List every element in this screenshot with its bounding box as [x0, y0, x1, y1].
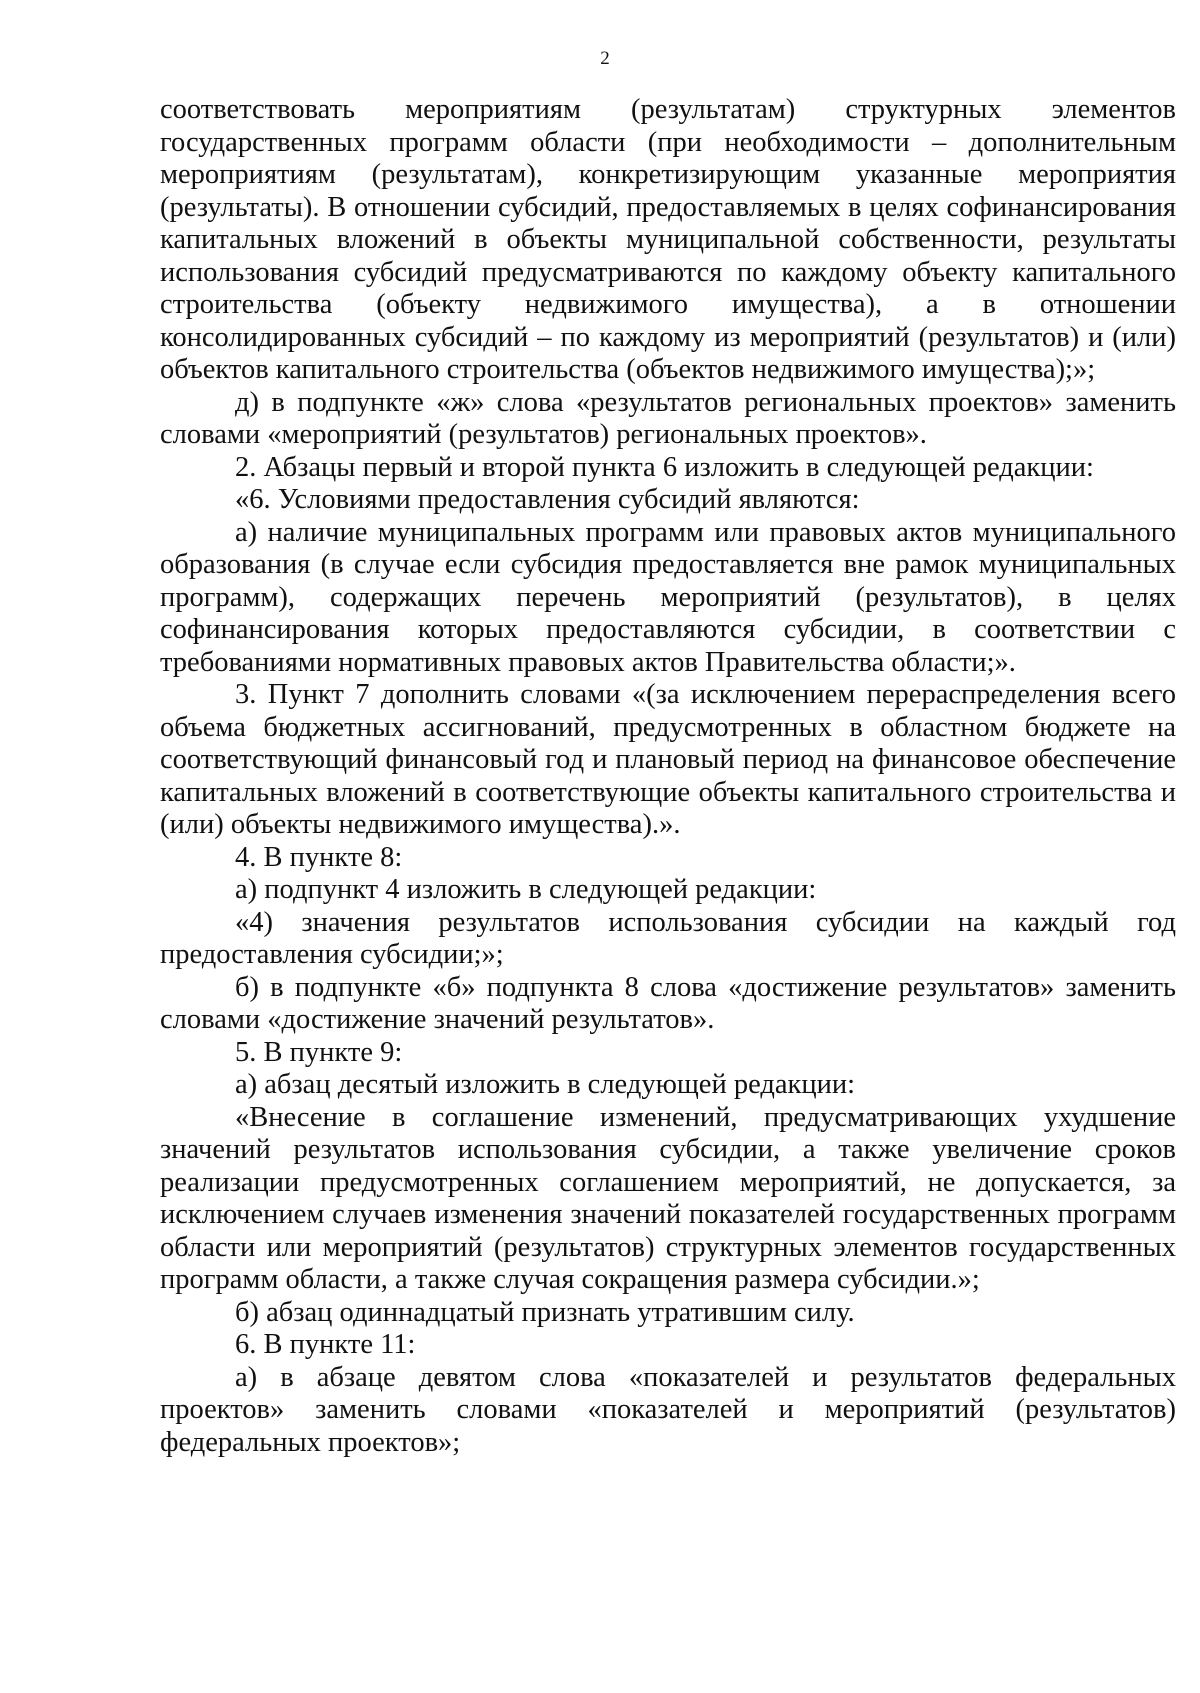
paragraph-subitem-d: д) в подпункте «ж» слова «результатов региональных проектов» заменить словами «мероприятий (результатов) региональных проектов».	[160, 386, 1176, 450]
paragraph-item-6: 6. В пункте 11:	[235, 1329, 416, 1360]
paragraph-item-4a: а) подпункт 4 изложить в следующей редакции:	[235, 874, 817, 905]
paragraph-item-6a: а) в абзаце девятом слова «показателей и результатов федеральных проектов» заменить словами «показателей и мероприятий (результатов) федеральных проектов»;	[160, 1361, 1176, 1458]
paragraph-quote-4: «4) значения результатов использования субсидии на каждый год предоставления субсидии;»;	[160, 906, 1176, 970]
paragraph-quote-amendment: «Внесение в соглашение изменений, предусматривающих ухудшение значений результатов использования субсидии, а также увеличение сроков реализации предусмотренных соглашением мероприятий, не допускается, за исключением случаев изменения значений показателей государственных программ области или мероприятий (результатов) структурных элементов государственных программ области, а также случая сокращения размера субсидии.»;	[160, 1101, 1176, 1295]
paragraph-item-2: 2. Абзацы первый и второй пункта 6 изложить в следующей редакции:	[235, 451, 1094, 483]
paragraph-quote-6a: а) наличие муниципальных программ или правовых актов муниципального образования (в случае если субсидия предоставляется вне рамок муниципальных программ), содержащих перечень мероприятий (результатов), в целях софинансирования которых предоставляются субсидии, в соответствии с требованиями нормативных правовых актов Правительства области;».	[160, 516, 1176, 678]
document-body	[160, 94, 1176, 1459]
page-number: 2	[600, 48, 610, 69]
paragraph-item-3: 3. Пункт 7 дополнить словами «(за исключением перераспределения всего объема бюджетных ассигнований, предусмотренных в областном бюджете на соответствующий финансовый год и плановый период на финансовое обеспечение капитальных вложений в соответствующие объекты капитального строительства и (или) объекты недвижимого имущества).».	[160, 679, 1176, 840]
paragraph-item-4: 4. В пункте 8:	[235, 841, 403, 873]
paragraph-continuation: соответствовать мероприятиям (результатам) структурных элементов государственных программ области (при необходимости – дополнительным мероприятиям (результатам), конкретизирующим указанные мероприятия (результаты). В отношении субсидий, предоставляемых в целях софинансирования капитальных вложений в объекты муниципальной собственности, результаты использования субсидий предусматриваются по каждому объекту капитального строительства (объекту недвижимого имущества), а в отношении консолидированных субсидий – по каждому из мероприятий (результатов) и (или) объектов капитального строительства (объектов недвижимого имущества);»;	[160, 94, 1176, 385]
paragraph-item-5a: а) абзац десятый изложить в следующей редакции:	[235, 1069, 856, 1100]
paragraph-item-4b: б) в подпункте «б» подпункта 8 слова «достижение результатов» заменить словами «достижение значений результатов».	[160, 971, 1176, 1035]
paragraph-item-5b: б) абзац одиннадцатый признать утратившим силу.	[235, 1296, 855, 1328]
paragraph-item-5: 5. В пункте 9:	[235, 1036, 403, 1068]
paragraph-quote-6: «6. Условиями предоставления субсидий являются:	[235, 484, 860, 515]
